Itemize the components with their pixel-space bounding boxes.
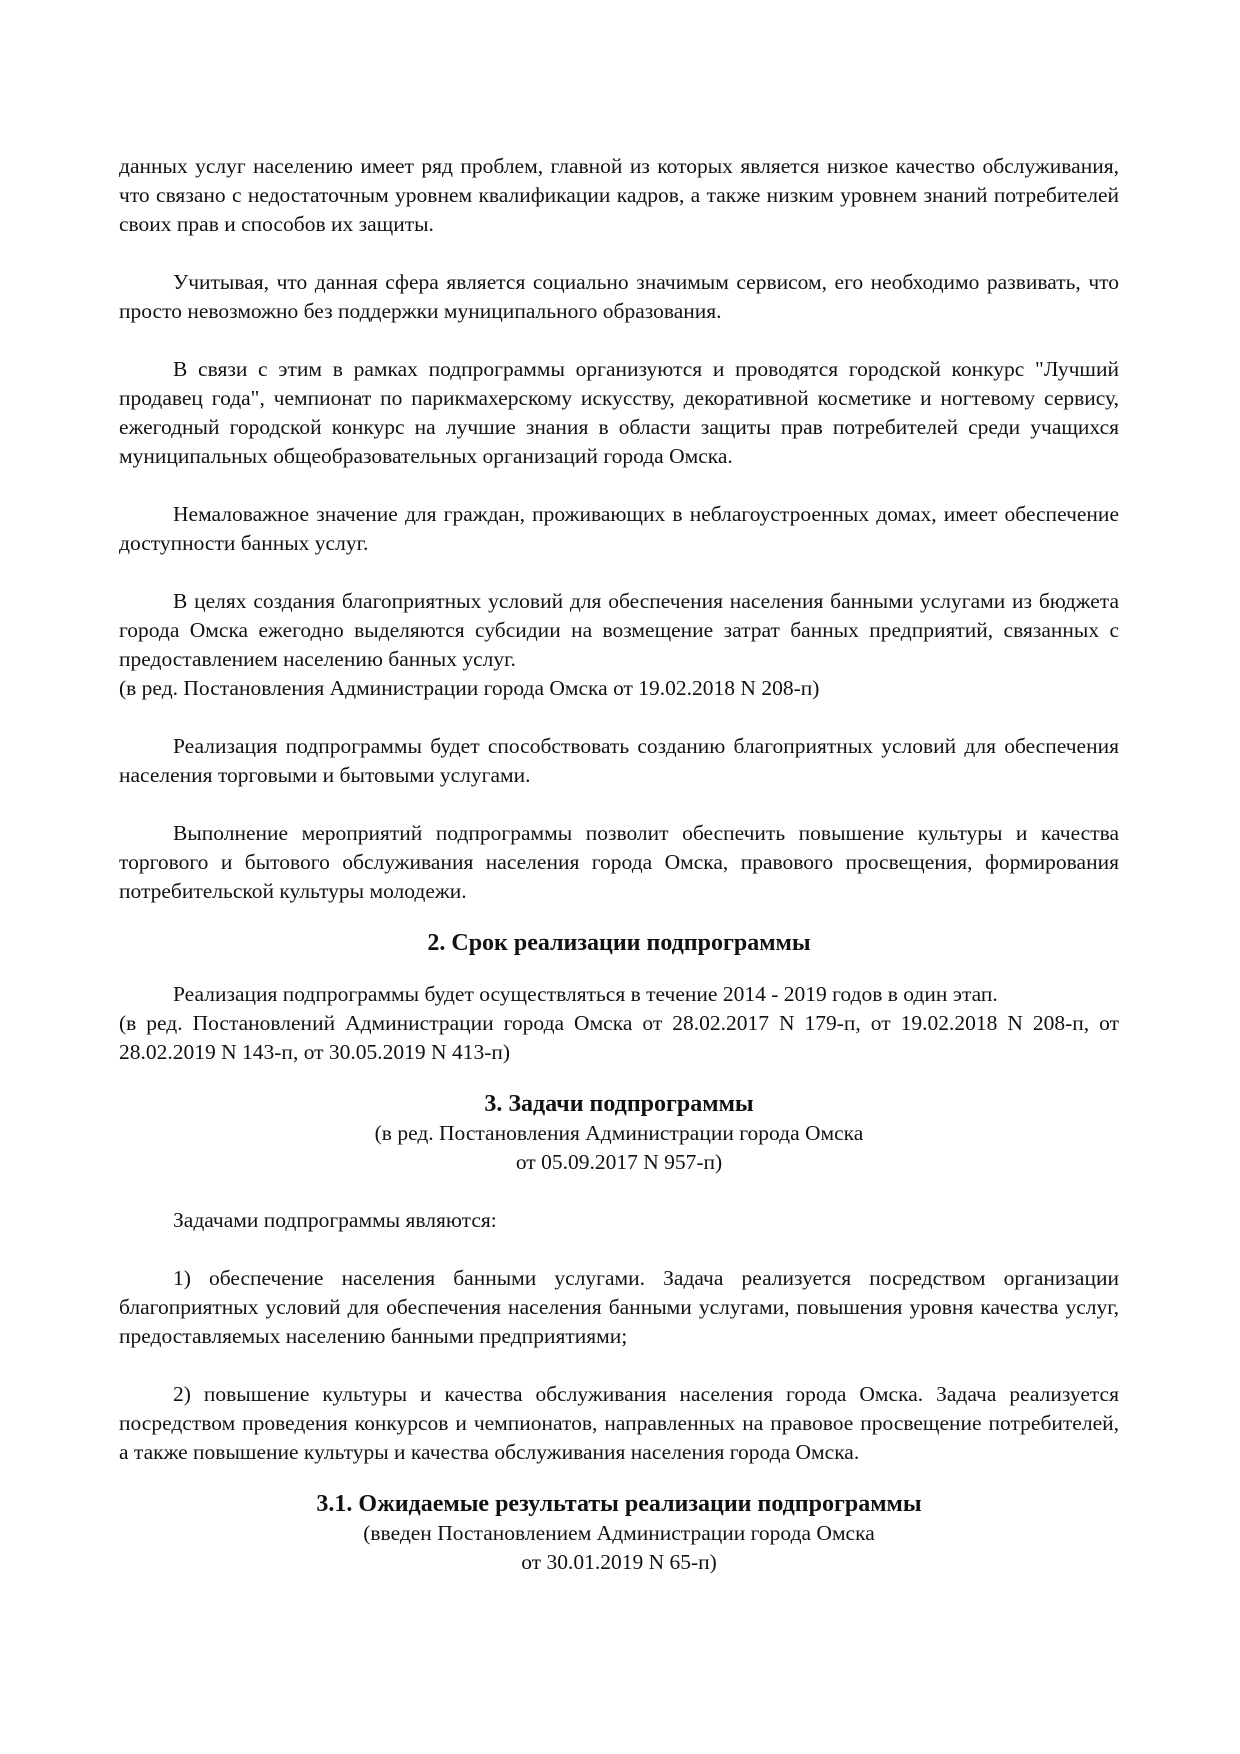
paragraph-competitions: В связи с этим в рамках подпрограммы организуются и проводятся городской конкурс "Лучший продавец года", чемпионат по парикмахерскому искусству, декоративной косметике и ногтевому сервису, ежегодный городской конкурс на лучшие знания в области защиты прав потребителей среди учащихся муниципальных общеобразовательных организаций города Омска. <box>119 357 1119 468</box>
document-page <box>119 152 1119 1577</box>
section-2-amendment-note: (в ред. Постановлений Администрации города Омска от 28.02.2017 N 179-п, от 19.02.2018 N 208-п, от 28.02.2019 N 143-п, от 30.05.2019 N 413-п) <box>119 1011 1119 1064</box>
section-3-task-2: 2) повышение культуры и качества обслуживания населения города Омска. Задача реализуется посредством проведения конкурсов и чемпионатов, направленных на правовое просвещение потребителей, а также повышение культуры и качества обслуживания населения города Омска. <box>119 1382 1119 1464</box>
paragraph-social-significance: Учитывая, что данная сфера является социально значимым сервисом, его необходимо развивать, что просто невозможно без поддержки муниципального образования. <box>119 270 1119 323</box>
paragraph-subsidies <box>119 587 1119 703</box>
spacer <box>119 1177 1119 1206</box>
section-3-intro: Задачами подпрограммы являются: <box>173 1208 497 1232</box>
paragraph-culture-improvement: Выполнение мероприятий подпрограммы позволит обеспечить повышение культуры и качества торгового и бытового обслуживания населения города Омска, правового просвещения, формирования потребительской культуры молодежи. <box>119 821 1119 903</box>
paragraph-subsidies-text: В целях создания благоприятных условий для обеспечения населения банными услугами из бюджета города Омска ежегодно выделяются субсидии на возмещение затрат банных предприятий, связанных с предоставлением населению банных услуг. <box>119 589 1119 671</box>
section-3-1-note-line-1: (введен Постановлением Администрации города Омска <box>363 1521 875 1545</box>
section-2-body <box>119 980 1119 1067</box>
spacer <box>119 958 1119 980</box>
section-3-1-heading: 3.1. Ожидаемые результаты реализации подпрограммы <box>316 1491 922 1517</box>
paragraph-service-problems: данных услуг населению имеет ряд проблем, главной из которых является низкое качество обслуживания, что связано с недостаточным уровнем квалификации кадров, а также низким уровнем знаний потребителей своих прав и способов их защиты. <box>119 154 1119 236</box>
section-3-heading: 3. Задачи подпрограммы <box>484 1091 754 1117</box>
section-2-heading: 2. Срок реализации подпрограммы <box>427 930 811 956</box>
section-3-note-line-1: (в ред. Постановления Администрации города Омска <box>374 1121 864 1145</box>
amendment-note: (в ред. Постановления Администрации города Омска от 19.02.2018 N 208-п) <box>119 676 820 700</box>
section-3-task-1: 1) обеспечение населения банными услугами. Задача реализуется посредством организации благоприятных условий для обеспечения населения банными услугами, повышения уровня качества услуг, предоставляемых населению банными предприятиями; <box>119 1266 1119 1348</box>
paragraph-favorable-conditions: Реализация подпрограммы будет способствовать созданию благоприятных условий для обеспечения населения торговыми и бытовыми услугами. <box>119 734 1119 787</box>
section-3-1-note-line-2: от 30.01.2019 N 65-п) <box>521 1550 717 1574</box>
section-3-note-line-2: от 05.09.2017 N 957-п) <box>515 1150 723 1174</box>
section-2-text: Реализация подпрограммы будет осуществляться в течение 2014 - 2019 годов в один этап. <box>173 982 998 1006</box>
paragraph-bath-availability: Немаловажное значение для граждан, проживающих в неблагоустроенных домах, имеет обеспечение доступности банных услуг. <box>119 502 1119 555</box>
